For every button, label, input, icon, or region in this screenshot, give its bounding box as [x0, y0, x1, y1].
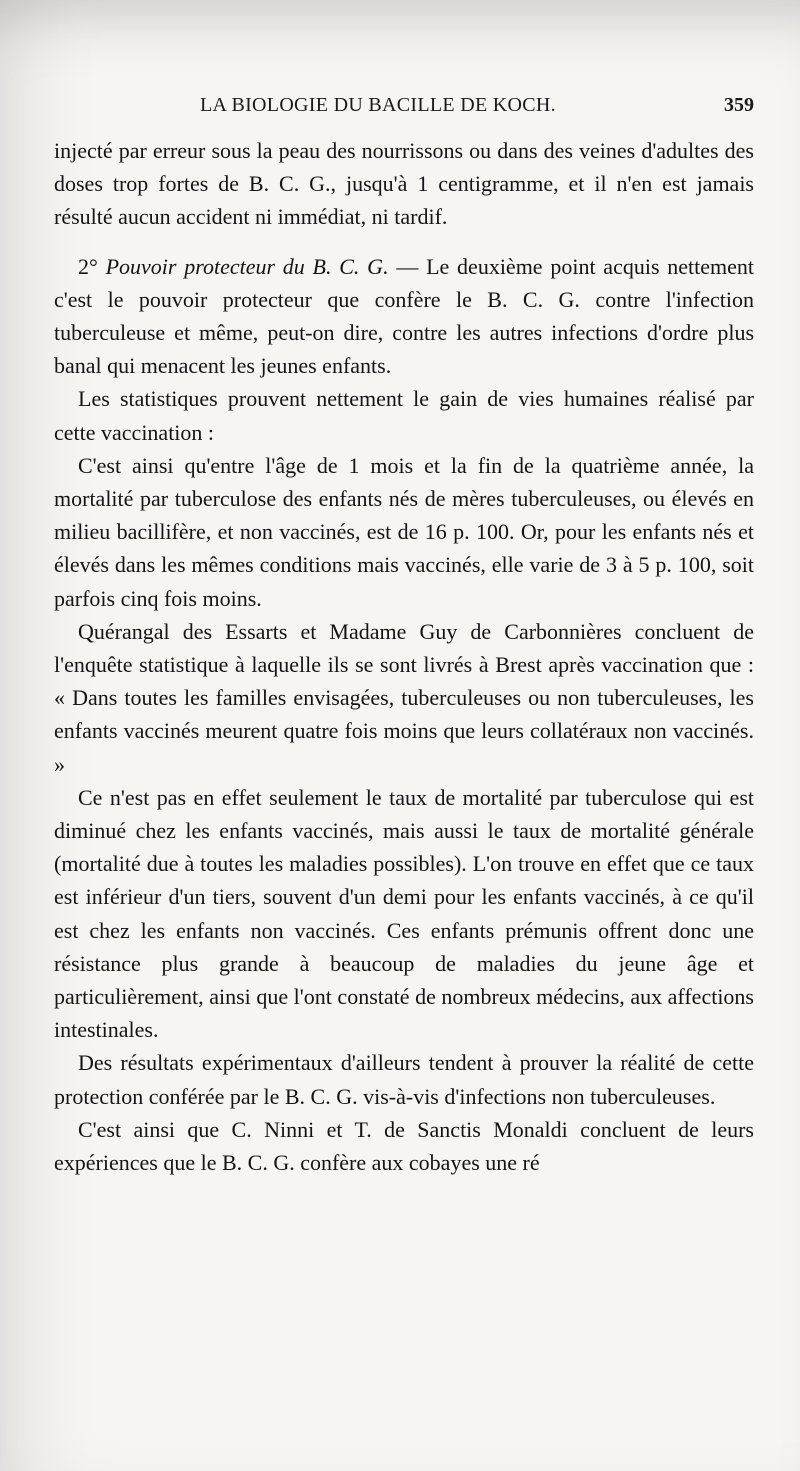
paragraph-gap — [54, 234, 754, 250]
body-text — [54, 134, 754, 1179]
section-number: 2° — [78, 253, 98, 279]
paragraph-mortality-rates: C'est ainsi qu'entre l'âge de 1 mois et la fin de la quatrième année, la mortalité par tuberculose des enfants nés de mères tuberculeuses, ou élevés en milieu bacillifère, et non vaccinés, est de 16 p. 100. Or, pour les enfants nés et élevés dans les mêmes conditions mais vaccinés, elle varie de 3 à 5 p. 100, soit parfois cinq fois moins. — [54, 452, 754, 611]
paragraph-general-mortality: Ce n'est pas en effet seulement le taux de mortalité par tuberculose qui est diminué chez les enfants vaccinés, mais aussi le taux de mortalité générale (mortalité due à toutes les maladies possibles). L'on trouve en effet que ce taux est inférieur d'un tiers, souvent d'un demi pour les enfants vaccinés, à ce qu'il est chez les enfants non vaccinés. Ces enfants prémunis offrent donc une résistance plus grande à beaucoup de maladies du jeune âge et particulièrement, ainsi que l'ont constaté de nombreux médecins, aux affections intestinales. — [54, 784, 754, 1043]
paragraph-statistics: Les statistiques prouvent nettement le gain de vies humaines réalisé par cette vaccination : — [54, 386, 754, 445]
section-heading: Pouvoir protecteur du B. C. G. — [105, 253, 389, 279]
running-title: LA BIOLOGIE DU BACILLE DE KOCH. — [200, 94, 556, 116]
paragraph-experimental-results: Des résultats expérimentaux d'ailleurs tendent à prouver la réalité de cette protection conférée par le B. C. G. vis-à-vis d'infections non tuberculeuses. — [54, 1050, 754, 1109]
paragraph-brest-survey: Quérangal des Essarts et Madame Guy de Carbonnières concluent de l'enquête statistique à laquelle ils se sont livrés à Brest après vaccination que : « Dans toutes les familles envisagées, tuberculeuses ou non tuberculeuses, les enfants vaccinés meurent quatre fois moins que leurs collatéraux non vaccinés. » — [54, 618, 754, 777]
page-header — [54, 94, 754, 124]
section-text: — Le deuxième point acquis nettement c'est le pouvoir protecteur que confère le B. C. G. contre l'infection tuberculeuse et même, peut-on dire, contre les autres infections d'ordre plus banal qui menacent les jeunes enfants. — [54, 253, 755, 379]
section-paragraph-protective-power — [54, 250, 754, 383]
page-number: 359 — [724, 94, 754, 116]
paragraph-ninni-monaldi: C'est ainsi que C. Ninni et T. de Sanctis Monaldi concluent de leurs expériences que le B. C. G. confère aux cobayes une ré — [54, 1116, 754, 1176]
paragraph-continuation: injecté par erreur sous la peau des nourrissons ou dans des veines d'adultes des doses trop fortes de B. C. G., jusqu'à 1 centigramme, et il n'en est jamais résulté aucun accident ni immédiat, ni tardif. — [54, 138, 754, 230]
